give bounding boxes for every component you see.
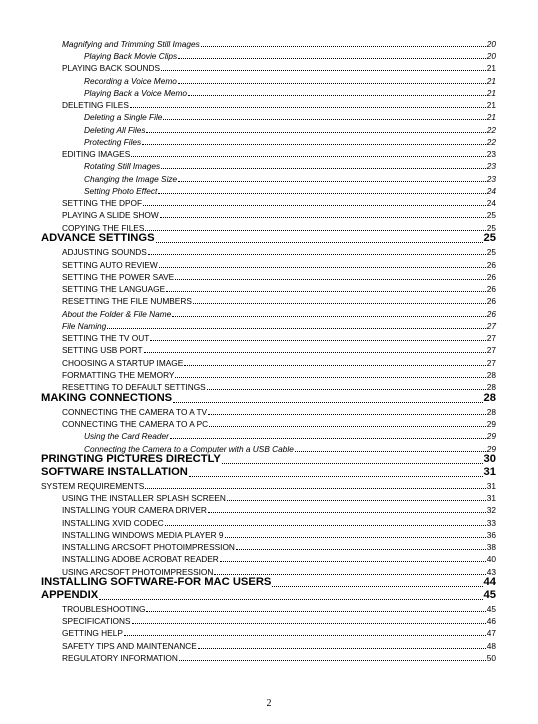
dot-leader (201, 44, 486, 47)
toc-entry-page: 28 (483, 391, 496, 404)
toc-entry-page: 25 (483, 232, 496, 245)
toc-entry (0, 589, 538, 602)
toc-entry (0, 73, 538, 85)
toc-entry-title: Magnifying and Trimming Still Images (62, 38, 200, 49)
toc-entry-title: REGULATORY INFORMATION (62, 652, 178, 663)
toc-entry (0, 245, 538, 257)
dot-leader (148, 252, 486, 255)
toc-entry (0, 416, 538, 428)
dot-leader (146, 130, 485, 133)
toc-entry-page: 22 (486, 124, 496, 135)
dot-leader (208, 412, 486, 415)
toc-entry-title: SOFTWARE INSTALLATION (41, 465, 188, 478)
toc-entry-page: 21 (486, 87, 496, 98)
dot-leader (227, 498, 486, 501)
toc-entry (0, 626, 538, 638)
toc-entry-title: Setting Photo Effect (84, 185, 158, 196)
toc-entry-title: INSTALLING XVID CODEC (62, 517, 164, 528)
dot-leader (145, 486, 486, 489)
dot-leader (207, 387, 486, 390)
toc-entry (0, 122, 538, 134)
toc-entry (0, 318, 538, 330)
toc-entry (0, 294, 538, 306)
dot-leader (161, 166, 486, 169)
toc-entry-page: 29 (486, 431, 496, 442)
toc-entry-page: 47 (486, 628, 496, 639)
toc-entry (0, 490, 538, 502)
toc-entry-page: 36 (486, 529, 496, 540)
toc-entry-title: SAFETY TIPS AND MAINTENANCE (62, 640, 197, 651)
toc-entry-title: Playing Back Movie Clips (84, 51, 178, 62)
toc-entry (0, 564, 538, 576)
toc-entry (0, 379, 538, 391)
toc-entry-page: 27 (486, 345, 496, 356)
toc-entry (0, 146, 538, 158)
dot-leader (172, 314, 485, 317)
toc-entry-page: 20 (486, 51, 496, 62)
toc-entry-title: COPYING THE FILES (62, 222, 145, 233)
toc-entry-title: INSTALLING SOFTWARE-FOR MAC USERS (41, 576, 272, 589)
toc-entry-page: 23 (486, 161, 496, 172)
toc-entry-page: 21 (486, 63, 496, 74)
dot-leader (272, 584, 482, 587)
dot-leader (209, 424, 486, 427)
toc-entry-title: About the Folder & File Name (62, 308, 172, 319)
toc-entry-title: MAKING CONNECTIONS (41, 391, 173, 404)
toc-entry-title: Rotating Still Images (84, 161, 161, 172)
toc-entry (0, 257, 538, 269)
toc-entry-page: 45 (486, 603, 496, 614)
toc-entry-page: 27 (486, 333, 496, 344)
toc-entry-title: Using the Card Reader (84, 431, 169, 442)
toc-entry-page: 29 (486, 419, 496, 430)
dot-leader (222, 461, 483, 464)
dot-leader (179, 658, 486, 661)
dot-leader (214, 572, 485, 575)
toc-entry-title: CONNECTING THE CAMERA TO A PC (62, 419, 209, 430)
dot-leader (175, 277, 486, 280)
toc-entry-title: TROUBLESHOOTING (62, 603, 146, 614)
toc-entry (0, 515, 538, 527)
toc-entry-title: SETTING THE POWER SAVE (62, 271, 175, 282)
dot-leader (208, 510, 486, 513)
toc-entry (0, 650, 538, 662)
toc-entry-title: INSTALLING YOUR CAMERA DRIVER (62, 505, 207, 516)
toc-entry-title: PLAYING A SLIDE SHOW (62, 210, 159, 221)
toc-entry (0, 159, 538, 171)
toc-entry-page: 24 (486, 198, 496, 209)
toc-entry (0, 367, 538, 379)
toc-entry (0, 85, 538, 97)
toc-entry-page: 48 (486, 640, 496, 651)
toc-entry-title: SETTING USB PORT (62, 345, 143, 356)
toc-entry-page: 38 (486, 542, 496, 553)
toc-entry-page: 31 (486, 493, 496, 504)
toc-entry-page: 26 (486, 271, 496, 282)
dot-leader (189, 474, 483, 477)
dot-leader (178, 179, 486, 182)
toc-entry-title: USING ARCSOFT PHOTOIMPRESSION (62, 566, 214, 577)
toc-entry (0, 48, 538, 60)
dot-leader (144, 350, 486, 353)
toc-entry-page: 26 (486, 284, 496, 295)
toc-entry-page: 28 (486, 369, 496, 380)
toc-entry-page: 20 (486, 38, 496, 49)
toc-entry-page: 31 (486, 480, 496, 491)
toc-entry-page: 23 (486, 149, 496, 160)
toc-entry-title: Changing the Image Size (84, 173, 178, 184)
toc-entry-page: 21 (486, 100, 496, 111)
toc-entry-title: FORMATTING THE MEMORY (62, 369, 175, 380)
toc-entry (0, 355, 538, 367)
toc-entry (0, 306, 538, 318)
dot-leader (175, 375, 485, 378)
toc-entry-page: 24 (486, 185, 496, 196)
dot-leader (184, 363, 486, 366)
dot-leader (225, 535, 486, 538)
toc-entry-page: 25 (486, 210, 496, 221)
dot-leader (161, 68, 486, 71)
toc-entry-title: APPENDIX (41, 588, 99, 601)
dot-leader (132, 621, 486, 624)
toc-entry-page: 40 (486, 554, 496, 565)
toc-entry (0, 613, 538, 625)
toc-entry (0, 503, 538, 515)
dot-leader (130, 105, 486, 108)
dot-leader (159, 265, 486, 268)
dot-leader (178, 56, 486, 59)
toc-entry (0, 429, 538, 441)
table-of-contents (0, 36, 538, 662)
toc-entry (0, 392, 538, 405)
dot-leader (165, 523, 486, 526)
toc-entry-title: PRINGTING PICTURES DIRECTLY (41, 453, 221, 466)
toc-entry (0, 110, 538, 122)
toc-entry-title: RESETTING THE FILE NUMBERS (62, 296, 192, 307)
toc-entry (0, 453, 538, 466)
dot-leader (131, 154, 486, 157)
toc-entry-title: SPECIFICATIONS (62, 616, 131, 627)
toc-entry (0, 269, 538, 281)
dot-leader (193, 301, 486, 304)
toc-entry (0, 36, 538, 48)
toc-entry-title: SETTING THE DPOF (62, 198, 143, 209)
toc-entry-page: 25 (486, 247, 496, 258)
toc-entry (0, 195, 538, 207)
toc-entry-title: INSTALLING ARCSOFT PHOTOIMPRESSION (62, 542, 235, 553)
dot-leader (198, 646, 486, 649)
toc-entry-title: INSTALLING WINDOWS MEDIA PLAYER 9 (62, 529, 224, 540)
toc-entry-page: 30 (483, 453, 496, 466)
toc-entry-title: INSTALLING ADOBE ACROBAT READER (62, 554, 219, 565)
toc-entry-page: 32 (486, 505, 496, 516)
page-number: 2 (266, 698, 272, 709)
toc-entry-title: SETTING THE LANGUAGE (62, 284, 166, 295)
toc-entry-page: 43 (486, 566, 496, 577)
toc-entry (0, 220, 538, 232)
toc-entry-title: SYSTEM REQUIREMENTS (41, 480, 145, 491)
toc-entry (0, 61, 538, 73)
toc-entry-page: 27 (486, 320, 496, 331)
toc-entry (0, 441, 538, 453)
toc-entry (0, 527, 538, 539)
toc-entry-title: Playing Back a Voice Memo (84, 87, 187, 98)
toc-entry (0, 134, 538, 146)
toc-entry-title: Protecting Files (84, 136, 142, 147)
toc-entry-title: ADVANCE SETTINGS (41, 232, 155, 245)
toc-entry-page: 26 (486, 296, 496, 307)
toc-entry (0, 232, 538, 245)
dot-leader (143, 203, 486, 206)
toc-entry-title: Deleting a Single File (84, 112, 163, 123)
dot-leader (160, 215, 486, 218)
dot-leader (107, 326, 486, 329)
dot-leader (150, 338, 485, 341)
toc-entry-title: Recording a Voice Memo (84, 75, 177, 86)
toc-entry (0, 171, 538, 183)
dot-leader (188, 93, 486, 96)
toc-entry (0, 601, 538, 613)
toc-entry-page: 44 (483, 576, 496, 589)
toc-entry (0, 281, 538, 293)
dot-leader (236, 547, 486, 550)
toc-entry-page: 21 (486, 75, 496, 86)
toc-entry-title: SETTING AUTO REVIEW (62, 259, 158, 270)
toc-entry-page: 26 (486, 308, 496, 319)
toc-entry-title: Deleting All Files (84, 124, 146, 135)
toc-entry-title: EDITING IMAGES (62, 149, 131, 160)
toc-entry-title: Connecting the Camera to a Computer with a USB Cable (84, 443, 294, 454)
toc-entry-page: 46 (486, 616, 496, 627)
toc-entry-title: ADJUSTING SOUNDS (62, 247, 147, 258)
toc-entry-page: 29 (486, 443, 496, 454)
dot-leader (170, 436, 486, 439)
toc-entry-page: 25 (486, 222, 496, 233)
toc-entry-page: 23 (486, 173, 496, 184)
dot-leader (166, 289, 486, 292)
toc-entry (0, 552, 538, 564)
dot-leader (220, 559, 486, 562)
toc-entry-page: 22 (486, 136, 496, 147)
toc-entry-title: USING THE INSTALLER SPLASH SCREEN (62, 493, 226, 504)
toc-entry (0, 638, 538, 650)
toc-entry-title: File Naming (62, 320, 107, 331)
toc-entry (0, 97, 538, 109)
toc-entry-title: CHOOSING A STARTUP IMAGE (62, 357, 184, 368)
dot-leader (158, 191, 485, 194)
toc-entry (0, 343, 538, 355)
dot-leader (173, 400, 482, 403)
toc-entry-title: CONNECTING THE CAMERA TO A TV (62, 406, 208, 417)
toc-entry (0, 404, 538, 416)
toc-entry (0, 466, 538, 479)
toc-entry (0, 539, 538, 551)
toc-entry-page: 45 (483, 588, 496, 601)
toc-entry (0, 330, 538, 342)
toc-entry-title: GETTING HELP (62, 628, 123, 639)
toc-entry-page: 28 (486, 382, 496, 393)
toc-entry-title: RESETTING TO DEFAULT SETTINGS (62, 382, 206, 393)
toc-entry (0, 208, 538, 220)
toc-entry-page: 27 (486, 357, 496, 368)
toc-entry-page: 50 (486, 652, 496, 663)
dot-leader (142, 142, 486, 145)
toc-entry-page: 26 (486, 259, 496, 270)
toc-entry-page: 31 (483, 465, 496, 478)
toc-entry-page: 33 (486, 517, 496, 528)
dot-leader (146, 609, 485, 612)
toc-entry (0, 478, 538, 490)
toc-entry-title: PLAYING BACK SOUNDS (62, 63, 161, 74)
toc-entry-title: SETTING THE TV OUT (62, 333, 150, 344)
dot-leader (99, 597, 482, 600)
toc-entry (0, 183, 538, 195)
dot-leader (178, 81, 486, 84)
toc-entry-page: 28 (486, 406, 496, 417)
dot-leader (156, 240, 483, 243)
dot-leader (124, 633, 486, 636)
toc-entry-page: 21 (486, 112, 496, 123)
toc-entry-title: DELETING FILES (62, 100, 129, 111)
dot-leader (163, 117, 485, 120)
dot-leader (145, 228, 485, 231)
toc-entry (0, 576, 538, 589)
dot-leader (295, 449, 486, 452)
